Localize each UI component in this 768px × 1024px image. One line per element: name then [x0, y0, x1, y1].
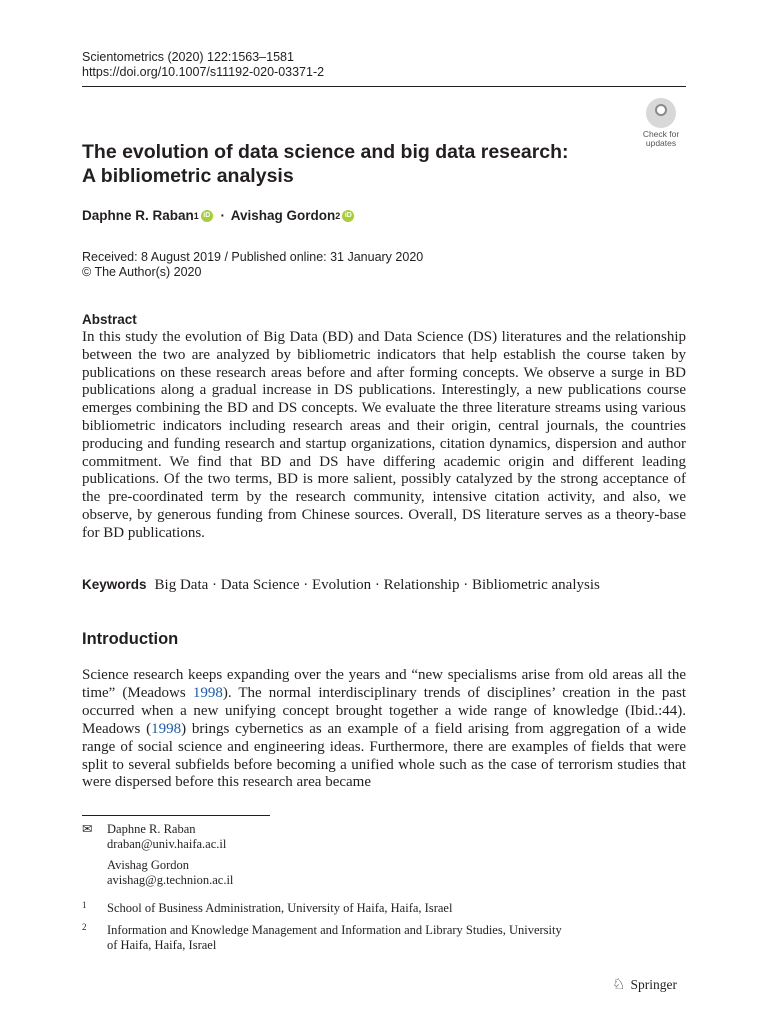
keywords [82, 576, 686, 594]
copyright: © The Author(s) 2020 [82, 265, 202, 279]
received-published: Received: 8 August 2019 / Published online: 31 January 2020 [82, 250, 424, 264]
affiliation-number: 2 [82, 922, 87, 932]
citation-link[interactable]: 1998 [192, 684, 223, 701]
abstract-heading: Abstract [82, 312, 137, 327]
introduction-paragraph: Science research keeps expanding over the years and “new specialisms arise from old areas all the time” (Meadows 1998). The normal interdisciplinary trends of disciplines’ creation in the past occurred when a new unifying concept brought together a wide range of knowledge (Ibid.:44). Meadows (1998) brings cybernetics as an example of a field arising from aggregation of a wide range of social science and engineering ideas. Furthermore, there are examples of fields that were split to several subfields before becoming a unified whole such as the case of terrorism studies that were dispersed before this research area became [82, 667, 686, 791]
keywords-text: Big Data · Data Science · Evolution · Relationship · Bibliometric analysis [154, 577, 600, 593]
affiliation-number: 1 [82, 900, 87, 910]
footnote-rule [82, 815, 270, 816]
springer-horse-icon: ♘ [612, 977, 626, 993]
contact-email[interactable]: avishag@g.technion.ac.il [107, 872, 234, 887]
affiliation-sup: 2 [335, 211, 341, 221]
author-name[interactable]: Avishag Gordon [230, 208, 336, 223]
contact-author-1 [107, 822, 226, 851]
orcid-icon[interactable]: iD [201, 210, 213, 222]
header-rule [82, 86, 686, 87]
springer-logo [612, 975, 677, 994]
check-updates-icon [646, 98, 676, 128]
publication-dates [82, 250, 423, 280]
check-updates-label: Check for updates [642, 129, 680, 148]
affiliation-sup: 1 [193, 211, 199, 221]
journal-header [82, 50, 324, 80]
doi-link[interactable]: https://doi.org/10.1007/s11192-020-03371-2 [82, 65, 325, 79]
contact-email[interactable]: draban@univ.haifa.ac.il [107, 836, 227, 851]
keywords-label: Keywords [82, 577, 147, 592]
author-list [82, 206, 358, 226]
section-heading: Introduction [82, 630, 179, 648]
citation-link[interactable]: 1998 [151, 720, 182, 737]
check-for-updates-badge[interactable] [636, 98, 686, 148]
orcid-icon[interactable]: iD [342, 210, 354, 222]
contact-name: Daphne R. Raban [107, 822, 196, 836]
publisher-name: Springer [630, 976, 677, 992]
author-name[interactable]: Daphne R. Raban [82, 208, 194, 223]
affiliation-2: Information and Knowledge Management and Information and Library Studies, University of Haifa, Haifa, Israel [107, 923, 562, 952]
journal-citation: Scientometrics (2020) 122:1563–1581 [82, 50, 294, 64]
article-title: The evolution of data science and big data research: A bibliometric analysis [82, 141, 569, 187]
envelope-icon: ✉ [82, 822, 93, 836]
contact-author-2 [107, 858, 233, 887]
contact-name: Avishag Gordon [107, 858, 190, 872]
abstract-text: In this study the evolution of Big Data (BD) and Data Science (DS) literatures and the relationship between the two are analyzed by bibliometric indicators that help establish the course taken by publications on these research areas before and after forming concepts. We observe a surge in BD publications along a gradual increase in DS publications. Interestingly, a new publications course emerges combining the BD and DS concepts. We evaluate the three literature streams using various bibliometric indicators including research areas and their origin, central journals, the countries producing and funding research and startup organizations, citation dynamics, dispersion and author commitment. We find that BD and DS have differing academic origin and different leading publications. Of the two terms, BD is more salient, possibly catalyzed by the strong acceptance of the pre-coordinated term by the research community, intensive citation activity, and also, we observe, by generous funding from Chinese sources. Overall, DS literature serves as a theory-base for BD publications. [82, 329, 686, 541]
author-separator: · [216, 208, 229, 223]
affiliation-1: School of Business Administration, University of Haifa, Haifa, Israel [107, 901, 453, 915]
